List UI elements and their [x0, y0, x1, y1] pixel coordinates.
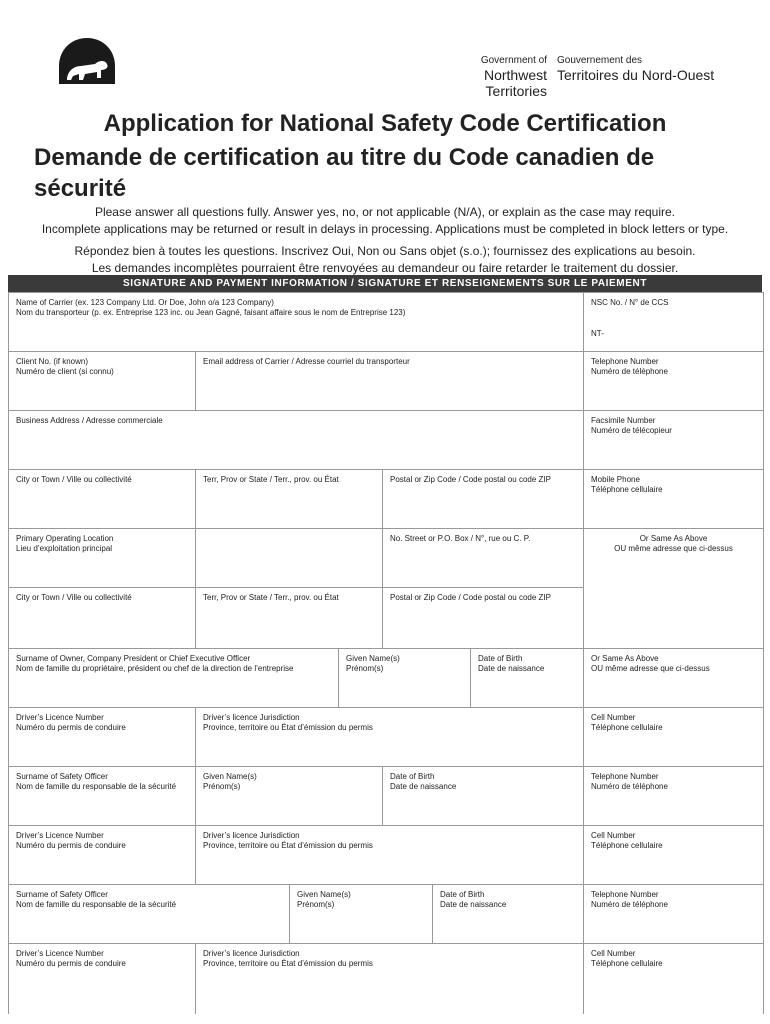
fax-label-fr: Numéro de télécopieur — [591, 426, 672, 435]
client-no-label-en: Client No. (if known) — [16, 357, 89, 366]
cell-number-field-2[interactable] — [584, 826, 763, 884]
instructions-fr-line1: Répondez bien à toutes les questions. Inscrivez Oui, Non ou Sans objet (s.o.); fournissez des explications au besoin. — [74, 244, 696, 258]
licence-number-field-2[interactable] — [9, 826, 196, 884]
owner-dob-field[interactable] — [471, 649, 584, 707]
dob-label-fr-3: Date de naissance — [440, 900, 507, 909]
telephone-field[interactable] — [584, 352, 763, 410]
same-as-above-option-1[interactable] — [584, 529, 763, 648]
email-label: Email address of Carrier / Adresse courriel du transporteur — [203, 357, 410, 366]
terr-field-1[interactable] — [196, 470, 383, 528]
row-client — [9, 352, 763, 411]
dl-label-en-2: Driver’s Licence Number — [16, 831, 104, 840]
dob-label-en-1: Date of Birth — [478, 654, 523, 663]
city-field-2[interactable] — [9, 588, 196, 649]
safety-officer-phone-field-1[interactable] — [584, 767, 763, 825]
carrier-email-field[interactable] — [196, 352, 584, 410]
dl-jur-label-fr-3: Province, territoire ou État d’émission du permis — [203, 959, 373, 968]
row-safety-officer-2 — [9, 885, 763, 944]
fax-label-en: Facsimile Number — [591, 416, 656, 425]
nwt-polar-bear-logo — [55, 36, 119, 86]
cell-label-en-1: Cell Number — [591, 713, 636, 722]
dl-label-fr-3: Numéro du permis de conduire — [16, 959, 126, 968]
client-no-label-fr: Numéro de client (si connu) — [16, 367, 114, 376]
nsc-label: NSC No. / N° de CCS — [591, 298, 669, 307]
city-label-1: City or Town / Ville ou collectivité — [16, 475, 132, 484]
nsc-number-field[interactable] — [584, 293, 763, 351]
section-banner: SIGNATURE AND PAYMENT INFORMATION / SIGNATURE ET RENSEIGNEMENTS SUR LE PAIEMENT — [8, 275, 762, 292]
phone-label-fr-2: Numéro de téléphone — [591, 782, 668, 791]
carrier-name-label-fr: Nom du transporteur (p. ex. Entreprise 123 inc. ou Jean Gagné, faisant affaire sous le nom de Entreprise 123) — [16, 308, 406, 317]
postal-label-2: Postal or Zip Code / Code postal ou code ZIP — [390, 593, 551, 602]
gov-fr-big: Territoires du Nord-Ouest — [557, 67, 715, 83]
primary-location-blank[interactable] — [196, 529, 383, 587]
row-licence-2 — [9, 826, 763, 885]
dl-label-en-3: Driver’s Licence Number — [16, 949, 104, 958]
dob-label-fr-2: Date de naissance — [390, 782, 457, 791]
row-licence-1 — [9, 708, 763, 767]
city-label-2: City or Town / Ville ou collectivité — [16, 593, 132, 602]
safety-label-fr-1: Nom de famille du responsable de la sécurité — [16, 782, 177, 791]
safety-officer-given-field-2[interactable] — [290, 885, 433, 943]
nt-prefix: NT- — [591, 329, 604, 338]
given-label-en-2: Given Name(s) — [203, 772, 257, 781]
postal-field-1[interactable] — [383, 470, 584, 528]
owner-given-name-field[interactable] — [339, 649, 471, 707]
cell-label-fr-2: Téléphone cellulaire — [591, 841, 663, 850]
instructions-fr — [0, 243, 770, 277]
terr-label-1: Terr, Prov or State / Terr., prov. ou État — [203, 475, 339, 484]
row-owner — [9, 649, 763, 708]
licence-jurisdiction-field-2[interactable] — [196, 826, 584, 884]
row-safety-officer-1 — [9, 767, 763, 826]
dob-label-en-2: Date of Birth — [390, 772, 435, 781]
dl-label-fr-2: Numéro du permis de conduire — [16, 841, 126, 850]
street-field[interactable] — [383, 529, 584, 587]
instructions-en — [0, 204, 770, 238]
dob-label-fr-1: Date de naissance — [478, 664, 545, 673]
form-title-fr — [34, 142, 734, 204]
gov-fr-small: Gouvernement des — [557, 55, 643, 66]
same-above-label-en-1: Or Same As Above — [639, 534, 708, 543]
same-above-label-en-2: Or Same As Above — [591, 654, 659, 663]
row-primary-location — [9, 529, 584, 588]
safety-label-fr-2: Nom de famille du responsable de la sécurité — [16, 900, 177, 909]
cell-number-field-1[interactable] — [584, 708, 763, 766]
cell-label-fr-3: Téléphone cellulaire — [591, 959, 663, 968]
owner-surname-field[interactable] — [9, 649, 339, 707]
gov-en-small: Government of — [480, 55, 547, 66]
same-above-label-fr-2: OU même adresse que ci-dessus — [591, 664, 710, 673]
mobile-label-fr: Téléphone cellulaire — [591, 485, 663, 494]
safety-officer-dob-field-1[interactable] — [383, 767, 584, 825]
form-title-en: Application for National Safety Code Certification — [103, 110, 667, 137]
dl-jur-label-fr-1: Province, territoire ou État d’émission du permis — [203, 723, 373, 732]
dl-jur-label-en-3: Driver’s licence Jurisdiction — [203, 949, 300, 958]
business-address-field[interactable] — [9, 411, 584, 469]
form-title-fr-line1: Demande de certification au titre du Code canadien de — [34, 144, 655, 171]
given-label-en-1: Given Name(s) — [346, 654, 400, 663]
licence-number-field-3[interactable] — [9, 944, 196, 1014]
instructions-fr-line2: Les demandes incomplètes pourraient être renvoyées au demandeur ou faire retarder le traitement du dossier. — [91, 261, 679, 275]
dl-label-en-1: Driver’s Licence Number — [16, 713, 104, 722]
safety-officer-phone-field-2[interactable] — [584, 885, 763, 943]
form-title-fr-line2: sécurité — [34, 175, 127, 202]
instructions-en-line2: Incomplete applications may be returned or result in delays in processing. Applications must be completed in block letters or type. — [41, 222, 729, 236]
street-label: No. Street or P.O. Box / N°, rue ou C. P. — [390, 534, 531, 543]
safety-officer-dob-field-2[interactable] — [433, 885, 584, 943]
licence-number-field-1[interactable] — [9, 708, 196, 766]
terr-label-2: Terr, Prov or State / Terr., prov. ou État — [203, 593, 339, 602]
same-above-label-fr-1: OU même adresse que ci-dessus — [614, 544, 733, 553]
carrier-name-field[interactable] — [9, 293, 584, 351]
mobile-label-en: Mobile Phone — [591, 475, 640, 484]
gov-en-big: Northwest Territories — [483, 67, 547, 99]
safety-officer-given-field-1[interactable] — [196, 767, 383, 825]
phone-label-en-2: Telephone Number — [591, 772, 659, 781]
phone-label-fr-3: Numéro de téléphone — [591, 900, 668, 909]
owner-label-fr: Nom de famille du propriétaire, président ou chef de la direction de l’entreprise — [16, 664, 294, 673]
terr-field-2[interactable] — [196, 588, 383, 649]
carrier-name-label-en: Name of Carrier (ex. 123 Company Ltd. Or Doe, John o/a 123 Company) — [16, 298, 274, 307]
phone-label-en: Telephone Number — [591, 357, 659, 366]
given-label-fr-2: Prénom(s) — [203, 782, 241, 791]
safety-label-en-1: Surname of Safety Officer — [16, 772, 108, 781]
cell-label-en-2: Cell Number — [591, 831, 636, 840]
dl-jur-label-fr-2: Province, territoire ou État d’émission du permis — [203, 841, 373, 850]
city-field-1[interactable] — [9, 470, 196, 528]
row-carrier — [9, 293, 763, 352]
business-address-label: Business Address / Adresse commerciale — [16, 416, 163, 425]
row-licence-3 — [9, 944, 763, 1014]
given-label-fr-1: Prénom(s) — [346, 664, 384, 673]
same-as-above-option-2[interactable] — [584, 649, 763, 707]
owner-label-en: Surname of Owner, Company President or Chief Executive Officer — [16, 654, 251, 663]
gov-name-en — [428, 55, 547, 99]
given-label-fr-3: Prénom(s) — [297, 900, 335, 909]
fax-field[interactable] — [584, 411, 763, 469]
safety-officer-surname-field-1[interactable] — [9, 767, 196, 825]
primary-loc-label-en: Primary Operating Location — [16, 534, 114, 543]
client-number-field[interactable] — [9, 352, 196, 410]
cell-number-field-3[interactable] — [584, 944, 763, 1014]
given-label-en-3: Given Name(s) — [297, 890, 351, 899]
dl-jur-label-en-1: Driver’s licence Jurisdiction — [203, 713, 300, 722]
dl-jur-label-en-2: Driver’s licence Jurisdiction — [203, 831, 300, 840]
gov-name-fr — [557, 55, 757, 83]
form-grid — [8, 292, 764, 1014]
cell-label-fr-1: Téléphone cellulaire — [591, 723, 663, 732]
postal-field-2[interactable] — [383, 588, 584, 649]
dob-label-en-3: Date of Birth — [440, 890, 485, 899]
row-business-address — [9, 411, 763, 470]
cell-label-en-3: Cell Number — [591, 949, 636, 958]
primary-location-field[interactable] — [9, 529, 196, 587]
safety-label-en-2: Surname of Safety Officer — [16, 890, 108, 899]
primary-loc-label-fr: Lieu d’exploitation principal — [16, 544, 113, 553]
phone-label-en-3: Telephone Number — [591, 890, 659, 899]
row-city-1 — [9, 470, 763, 529]
licence-jurisdiction-field-1[interactable] — [196, 708, 584, 766]
postal-label-1: Postal or Zip Code / Code postal ou code ZIP — [390, 475, 551, 484]
dl-label-fr-1: Numéro du permis de conduire — [16, 723, 126, 732]
licence-jurisdiction-field-3[interactable] — [196, 944, 584, 1014]
instructions-en-line1: Please answer all questions fully. Answer yes, no, or not applicable (N/A), or explain as the case may require. — [94, 205, 676, 219]
rows-primary-location — [9, 529, 763, 649]
phone-label-fr: Numéro de téléphone — [591, 367, 668, 376]
safety-officer-surname-field-2[interactable] — [9, 885, 290, 943]
row-city-2 — [9, 588, 584, 649]
mobile-field[interactable] — [584, 470, 763, 528]
